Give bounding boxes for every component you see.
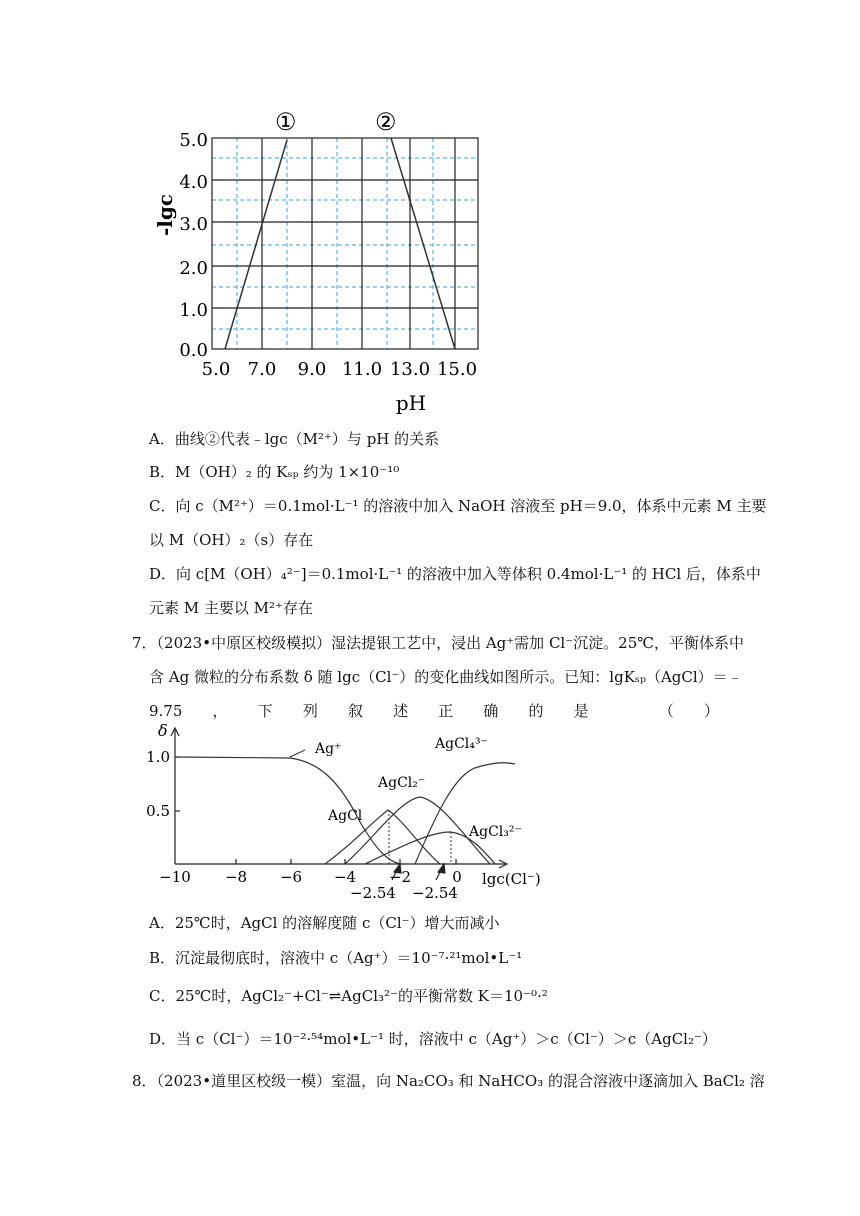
- q7-option-c: C．25℃时，AgCl₂⁻+Cl⁻⇌AgCl₃²⁻的平衡常数 K＝10⁻⁰·²: [149, 987, 548, 1005]
- y-tick: 1.0: [179, 300, 208, 321]
- y-axis-label: -lgc: [153, 193, 177, 237]
- x-tick: −8: [224, 868, 248, 886]
- y-axis-label: δ: [158, 721, 168, 740]
- x-tick: −6: [279, 868, 303, 886]
- x-tick: 0: [452, 868, 462, 886]
- x-tick: −10: [159, 868, 191, 886]
- y-tick: 0.0: [179, 340, 208, 361]
- species-label-agcl4: AgCl₄³⁻: [435, 736, 488, 752]
- species-label-agcl: AgCl: [328, 808, 363, 824]
- y-tick: 4.0: [179, 172, 208, 193]
- y-tick: 3.0: [179, 214, 208, 235]
- marker-label: −2.54: [350, 884, 396, 902]
- q7-option-b: B．沉淀最彻底时，溶液中 c（Ag⁺）＝10⁻⁷·²¹mol•L⁻¹: [149, 949, 523, 967]
- figure-1-graph: [0, 100, 860, 520]
- q7-option-d: D．当 c（Cl⁻）＝10⁻²·⁵⁴mol•L⁻¹ 时，溶液中 c（Ag⁺）＞c（Cl⁻）＞c（AgCl₂⁻）: [149, 1030, 717, 1048]
- x-tick: 11.0: [341, 359, 383, 380]
- x-tick: −4: [333, 868, 357, 886]
- species-label-agcl3: AgCl₃²⁻: [469, 824, 522, 840]
- x-axis-label: lgc(Cl⁻): [482, 870, 541, 888]
- x-tick: −2: [388, 868, 412, 886]
- q6-option-d-line1: D．向 c[M（OH）₄²⁻]＝0.1mol·L⁻¹ 的溶液中加入等体积 0.4mol·L⁻¹ 的 HCl 后，体系中: [149, 565, 761, 583]
- x-tick: 5.0: [201, 359, 231, 380]
- x-axis-label: pH: [395, 391, 427, 415]
- curve-marker-1: ①: [275, 108, 297, 136]
- q7-option-a: A．25℃时，AgCl 的溶解度随 c（Cl⁻）增大而减小: [149, 914, 500, 932]
- species-label-ag: Ag⁺: [315, 741, 342, 757]
- q6-option-a: A．曲线②代表﹣lgc（M²⁺）与 pH 的关系: [149, 430, 440, 448]
- q6-option-d-line2: 元素 M 主要以 M²⁺存在: [149, 599, 313, 617]
- y-tick: 1.0: [146, 748, 170, 766]
- q6-option-b: B．M（OH）₂ 的 Kₛₚ 约为 1×10⁻¹⁰: [149, 463, 400, 481]
- species-label-agcl2: AgCl₂⁻: [378, 775, 426, 791]
- x-tick: 15.0: [436, 359, 478, 380]
- q8-stem-line1: 8．（2023•道里区校级一模）室温，向 Na₂CO₃ 和 NaHCO₃ 的混合溶液中逐滴加入 BaCl₂ 溶: [132, 1072, 765, 1090]
- x-tick: 9.0: [297, 359, 327, 380]
- curve-marker-2: ②: [375, 108, 397, 136]
- marker-label: −2.54: [412, 884, 458, 902]
- y-tick: 0.5: [146, 802, 170, 820]
- y-tick: 5.0: [179, 130, 208, 151]
- x-tick: 7.0: [247, 359, 277, 380]
- y-tick: 2.0: [179, 258, 208, 279]
- x-tick: 13.0: [389, 359, 431, 380]
- q7-stem-line3: 9.75 ， 下 列 叙 述 正 确 的 是 （ ）: [149, 702, 719, 720]
- q6-option-c-line1: C．向 c（M²⁺）＝0.1mol·L⁻¹ 的溶液中加入 NaOH 溶液至 pH＝9.0，体系中元素 M 主要: [149, 497, 767, 515]
- q6-option-c-line2: 以 M（OH）₂（s）存在: [149, 531, 314, 549]
- q7-stem-line1: 7．（2023•中原区校级模拟）湿法提银工艺中，浸出 Ag⁺需加 Cl⁻沉淀。25℃，平衡体系中: [132, 634, 745, 652]
- figure-2-distribution-graph: [0, 721, 860, 902]
- q7-stem-line2: 含 Ag 微粒的分布系数 δ 随 lgc（Cl⁻）的变化曲线如图所示。已知：lgKₛₚ（AgCl）＝﹣: [149, 668, 743, 686]
